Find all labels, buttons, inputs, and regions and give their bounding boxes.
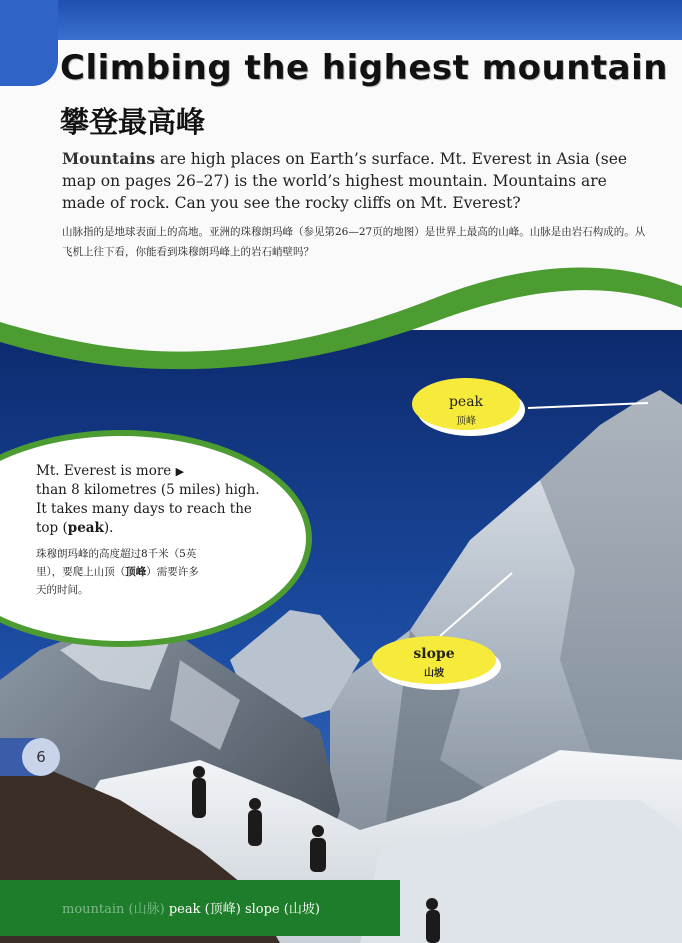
callout-zh-line-2-pre: 里），要爬上山顶（ — [36, 566, 126, 578]
callout-line-4-pre: top ( — [36, 520, 68, 536]
glossary-item-mountain: mountain — [62, 902, 125, 917]
callout-line-3: It takes many days to reach the — [36, 501, 252, 517]
glossary-item-slope: slope — [244, 902, 280, 917]
slope-label-en: slope — [413, 646, 455, 662]
callout-line-4-post: ). — [103, 520, 114, 536]
slope-label-zh: 山坡 — [424, 668, 444, 679]
callout-line-4-bold: peak — [67, 520, 104, 536]
info-callout-text — [36, 462, 276, 538]
peak-label-zh: 顶峰 — [456, 416, 476, 427]
arrow-right-icon: ▶ — [175, 465, 185, 478]
callout-line-1: Mt. Everest is more — [36, 463, 172, 479]
intro-paragraph-chinese: 山脉指的是地球表面上的高地。亚洲的珠穆朗玛峰（参见第26—27页的地图）是世界上最高的山峰。山脉是由岩石构成的。从飞机上往下看，你能看到珠穆朗玛峰上的岩石峭壁吗？ — [62, 226, 646, 258]
glossary-text — [62, 898, 320, 917]
glossary-item-mountain-zh: (山脉) — [128, 902, 165, 917]
glossary-item-peak-zh: (顶峰) — [204, 902, 241, 917]
callout-zh-line-2-post: ）需要许多 — [146, 566, 199, 578]
glossary-item-peak: peak — [168, 902, 201, 917]
callout-zh-line-2-bold: 顶峰 — [125, 566, 147, 578]
peak-label-en: peak — [448, 394, 484, 410]
callout-zh-line-1: 珠穆朗玛峰的高度超过8千米（5英 — [36, 548, 197, 560]
page-title-chinese: 攀登最高峰 — [60, 105, 206, 139]
info-callout-chinese — [36, 545, 271, 599]
slope-label — [372, 636, 496, 684]
callout-line-2: than 8 kilometres (5 miles) high. — [36, 482, 260, 498]
glossary-item-slope-zh: (山坡) — [283, 902, 320, 917]
intro-text: are high places on Earth’s surface. Mt. Everest in Asia (see map on pages 26–27) is the world’s highest mountain. Mountains are made of rock. Can you see the rocky cliffs on Mt. Everest? — [62, 150, 628, 212]
page-number: 6 — [22, 738, 60, 776]
intro-paragraph — [62, 148, 642, 214]
peak-label — [412, 378, 520, 430]
page-title: Climbing the highest mountain — [60, 48, 668, 88]
intro-lead-word: Mountains — [62, 149, 156, 168]
top-color-band — [0, 0, 682, 40]
top-left-tab — [0, 0, 58, 86]
callout-zh-line-3: 天的时间。 — [36, 584, 89, 596]
